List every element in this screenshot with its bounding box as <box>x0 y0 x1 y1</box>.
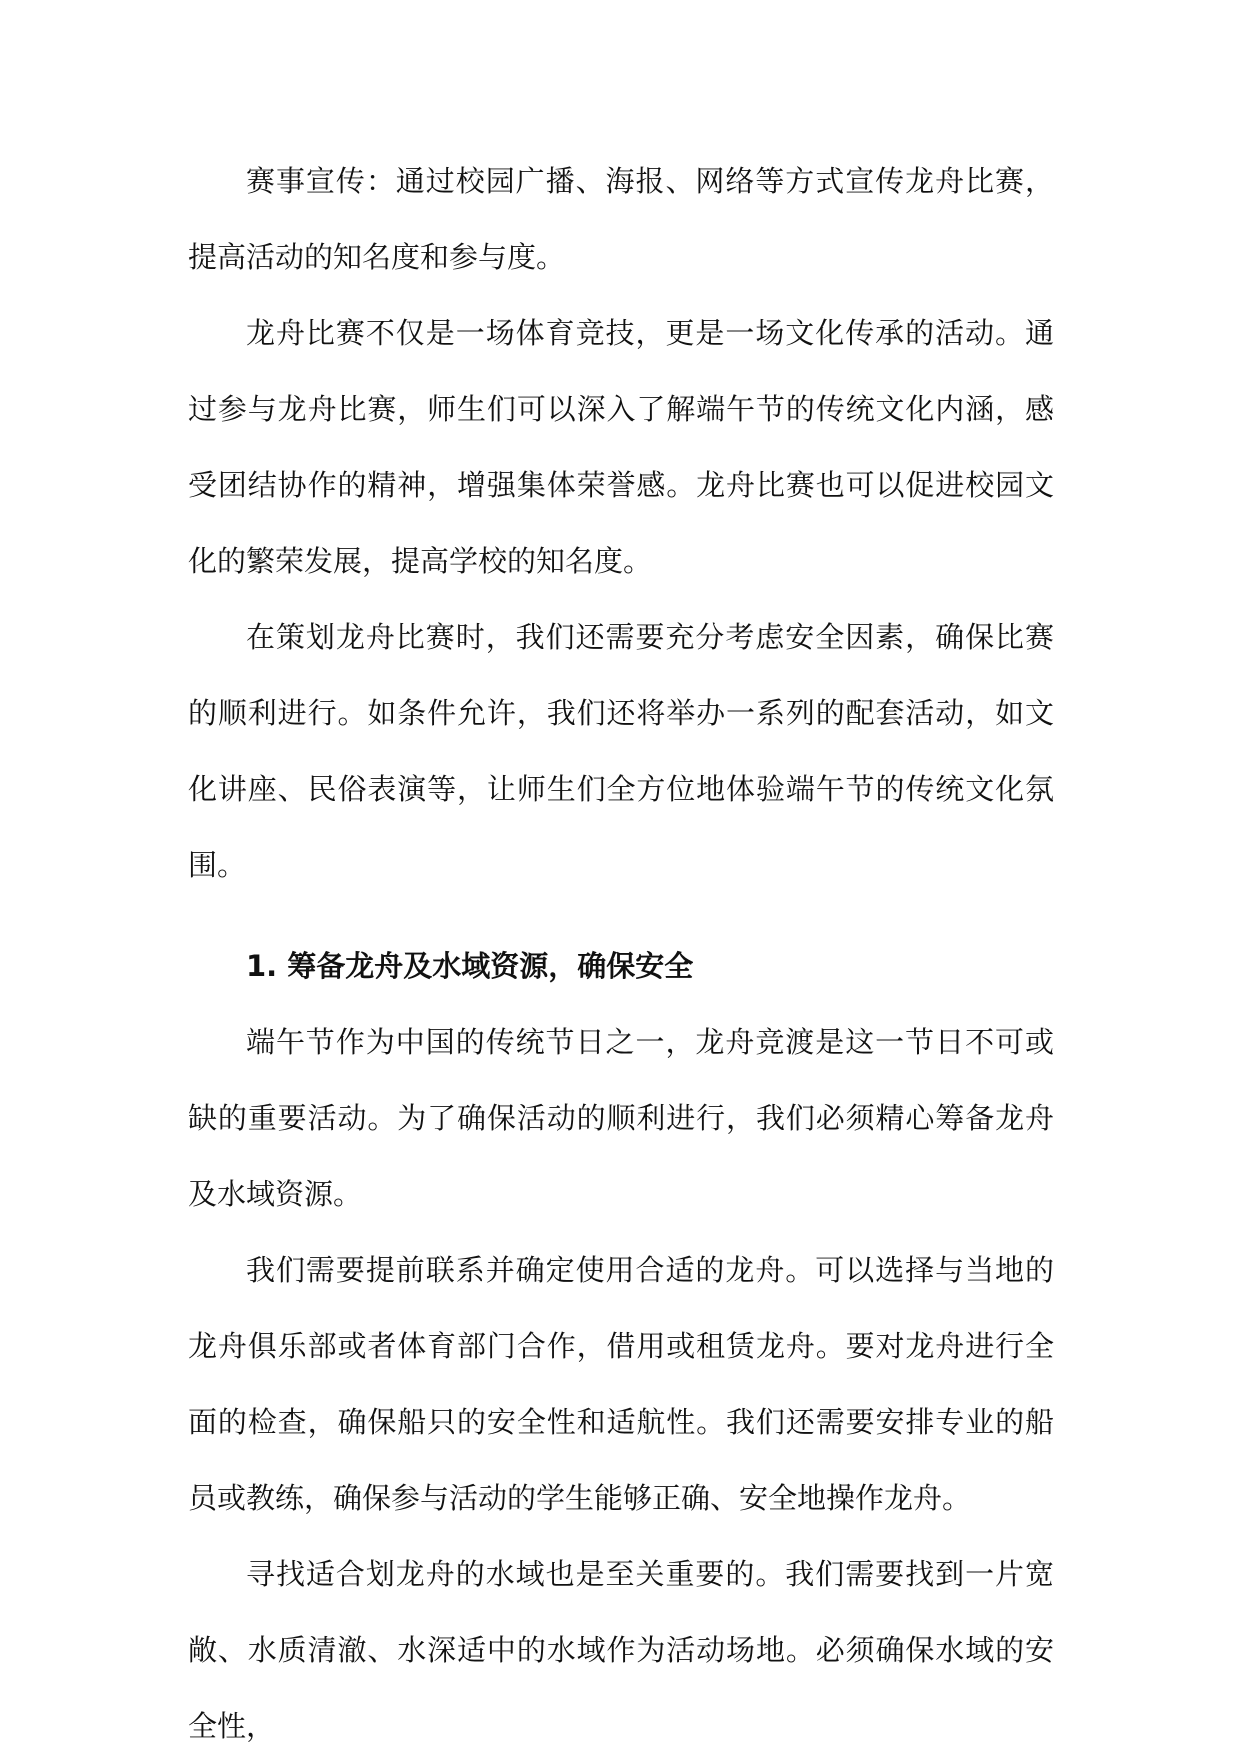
paragraph-dragon-boat-intro: 端午节作为中国的传统节日之一，龙舟竞渡是这一节日不可或缺的重要活动。为了确保活动的顺利进行，我们必须精心筹备龙舟及水域资源。 <box>188 1025 1054 1211</box>
paragraph-boat-preparation: 我们需要提前联系并确定使用合适的龙舟。可以选择与当地的龙舟俱乐部或者体育部门合作，借用或租赁龙舟。要对龙舟进行全面的检查，确保船只的安全性和适航性。我们还需要安排专业的船员或教练，确保参与活动的学生能够正确、安全地操作龙舟。 <box>188 1253 1054 1515</box>
paragraph-cultural-heritage: 龙舟比赛不仅是一场体育竞技，更是一场文化传承的活动。通过参与龙舟比赛，师生们可以深入了解端午节的传统文化内涵，感受团结协作的精神，增强集体荣誉感。龙舟比赛也可以促进校园文化的繁荣发展，提高学校的知名度。 <box>188 316 1054 578</box>
section-title: 筹备龙舟及水域资源，确保安全 <box>287 949 694 983</box>
paragraph-water-area: 寻找适合划龙舟的水域也是至关重要的。我们需要找到一片宽敞、水质清澈、水深适中的水域作为活动场地。必须确保水域的安全性， <box>188 1557 1054 1743</box>
paragraph-publicity: 赛事宣传：通过校园广播、海报、网络等方式宣传龙舟比赛，提高活动的知名度和参与度。 <box>188 164 1054 274</box>
section-number: 1. <box>246 949 278 983</box>
section-heading <box>188 903 1054 1004</box>
paragraph-safety-planning: 在策划龙舟比赛时，我们还需要充分考虑安全因素，确保比赛的顺利进行。如条件允许，我们还将举办一系列的配套活动，如文化讲座、民俗表演等，让师生们全方位地体验端午节的传统文化氛围。 <box>188 620 1054 882</box>
page-content <box>188 143 1054 1754</box>
